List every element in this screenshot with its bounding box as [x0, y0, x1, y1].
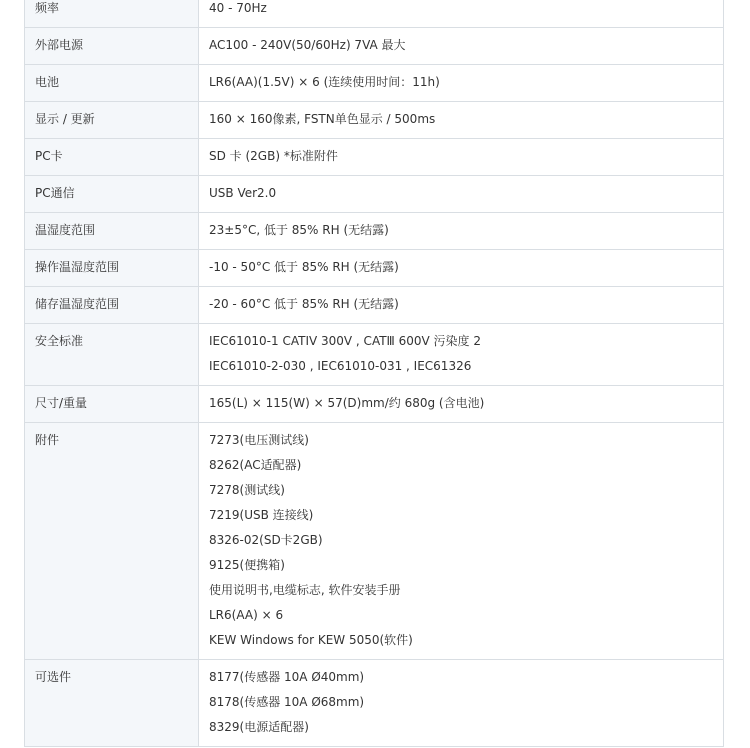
spec-value-line: -20 - 60°C 低于 85% RH (无结露) [209, 297, 399, 311]
spec-label: 尺寸/重量 [25, 386, 199, 423]
spec-row [25, 324, 724, 386]
spec-label: 频率 [25, 0, 199, 28]
spec-label: PC通信 [25, 176, 199, 213]
spec-value-line: 40 - 70Hz [209, 1, 267, 15]
spec-value [199, 28, 724, 65]
spec-value-line: IEC61010-2-030 , IEC61010-031 , IEC61326 [209, 359, 472, 373]
spec-table [24, 0, 724, 747]
spec-value-line: -10 - 50°C 低于 85% RH (无结露) [209, 260, 399, 274]
spec-value-line: 160 × 160像素, FSTN单色显示 / 500ms [209, 112, 436, 126]
spec-row [25, 102, 724, 139]
spec-value-line: 8177(传感器 10A Ø40mm) [209, 670, 365, 684]
spec-value [199, 287, 724, 324]
spec-row [25, 139, 724, 176]
spec-value-line: SD 卡 (2GB) *标准附件 [209, 149, 338, 163]
spec-value-line: 7278(测试线) [209, 483, 285, 497]
spec-row [25, 176, 724, 213]
spec-value-line: 使用说明书,电缆标志, 软件安装手册 [209, 583, 401, 597]
spec-value-line: 165(L) × 115(W) × 57(D)mm/约 680g (含电池) [209, 396, 485, 410]
spec-row [25, 65, 724, 102]
spec-value-line: AC100 - 240V(50/60Hz) 7VA 最大 [209, 38, 406, 52]
spec-label: 附件 [25, 423, 199, 660]
spec-table-body [25, 0, 724, 747]
spec-value [199, 102, 724, 139]
spec-value [199, 65, 724, 102]
spec-value-line: USB Ver2.0 [209, 186, 277, 200]
spec-value [199, 250, 724, 287]
spec-label: 储存温湿度范围 [25, 287, 199, 324]
spec-label: 操作温湿度范围 [25, 250, 199, 287]
spec-value [199, 324, 724, 386]
spec-value-line: 8178(传感器 10A Ø68mm) [209, 695, 365, 709]
spec-row [25, 250, 724, 287]
spec-label: 外部电源 [25, 28, 199, 65]
spec-label: 安全标准 [25, 324, 199, 386]
spec-row [25, 213, 724, 250]
spec-row [25, 287, 724, 324]
spec-row [25, 28, 724, 65]
spec-label: PC卡 [25, 139, 199, 176]
spec-value [199, 139, 724, 176]
spec-value [199, 0, 724, 28]
spec-label: 电池 [25, 65, 199, 102]
spec-value-line: 8329(电源适配器) [209, 720, 309, 734]
spec-label: 温湿度范围 [25, 213, 199, 250]
spec-value-line: 8326-02(SD卡2GB) [209, 533, 323, 547]
spec-value [199, 213, 724, 250]
spec-row [25, 386, 724, 423]
spec-label: 可选件 [25, 660, 199, 747]
spec-value [199, 660, 724, 747]
spec-row [25, 423, 724, 660]
spec-value-line: IEC61010-1 CATIV 300V , CATⅢ 600V 污染度 2 [209, 334, 482, 348]
spec-value-line: 23±5°C, 低于 85% RH (无结露) [209, 223, 389, 237]
spec-value-line: 7219(USB 连接线) [209, 508, 314, 522]
spec-value-line: LR6(AA)(1.5V) × 6 (连续使用时间：11h) [209, 75, 440, 89]
spec-row [25, 0, 724, 28]
spec-label: 显示 / 更新 [25, 102, 199, 139]
spec-value-line: 9125(便携箱) [209, 558, 285, 572]
spec-row [25, 660, 724, 747]
spec-value [199, 423, 724, 660]
spec-value [199, 386, 724, 423]
spec-value-line: KEW Windows for KEW 5050(软件) [209, 633, 413, 647]
spec-value [199, 176, 724, 213]
spec-value-line: LR6(AA) × 6 [209, 608, 284, 622]
spec-value-line: 7273(电压测试线) [209, 433, 309, 447]
spec-value-line: 8262(AC适配器) [209, 458, 302, 472]
